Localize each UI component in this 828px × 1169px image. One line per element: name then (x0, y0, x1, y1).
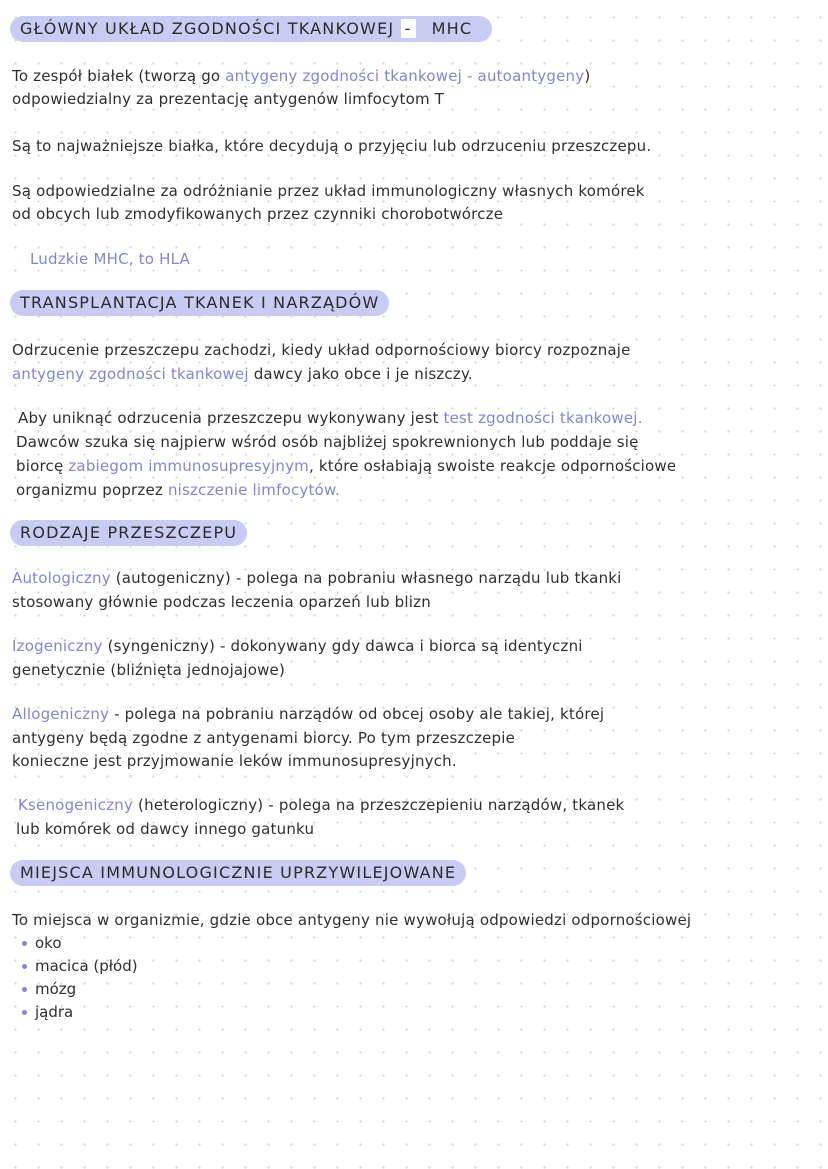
list-item-text: jądra (35, 1003, 74, 1021)
type-allogenic-line2: antygeny będą zgodne z antygenami biorcy. Po tym przeszczepie (12, 729, 516, 747)
text: biorcę (16, 457, 69, 475)
text: (syngeniczny) - dokonywany gdy dawca i biorca są identyczni (102, 637, 583, 655)
transplant-p1-line2 (12, 364, 473, 384)
highlight-text: niszczenie limfocytów. (167, 481, 340, 499)
type-isogenic-line1 (12, 636, 583, 656)
type-xenogenic-line2: lub komórek od dawcy innego gatunku (16, 820, 315, 838)
type-isogenic-line2: genetycznie (bliźnięta jednojajowe) (12, 661, 286, 679)
heading-mhc-pill: MHC (422, 16, 483, 42)
mhc-p3-line2: od obcych lub zmodyfikowanych przez czynniki chorobotwórcze (12, 205, 504, 223)
text: dawcy jako obce i je niszczy. (248, 365, 473, 383)
list-item-text: mózg (35, 980, 77, 998)
term-xenogenic: Ksenogeniczny (18, 796, 134, 814)
list-item (22, 979, 76, 999)
text: ) (584, 67, 591, 85)
transplant-p2-line3 (16, 456, 676, 476)
type-autologous-line1 (12, 568, 622, 588)
text: To zespół białek (tworzą go (12, 67, 226, 85)
text: Aby uniknąć odrzucenia przeszczepu wykonywany jest (18, 409, 444, 427)
term-autologous: Autologiczny (12, 569, 111, 587)
type-autologous-line2: stosowany głównie podczas leczenia oparzeń lub blizn (12, 593, 431, 611)
list-item (22, 956, 138, 976)
list-item-text: oko (35, 934, 62, 952)
text: (heterologiczny) - polega na przeszczepieniu narządów, tkanek (133, 796, 625, 814)
term-isogenic: Izogeniczny (12, 637, 103, 655)
type-allogenic-line1 (12, 704, 604, 724)
highlight-text: test zgodności tkankowej. (443, 409, 643, 427)
mhc-p3-line1: Są odpowiedzialne za odróżnianie przez układ immunologiczny własnych komórek (12, 182, 645, 200)
list-item-text: macica (płód) (35, 957, 138, 975)
transplant-p2-line1 (18, 408, 643, 428)
heading-mhc-text: GŁÓWNY UKŁAD ZGODNOŚCI TKANKOWEJ (20, 19, 395, 38)
highlight-text: antygeny zgodności tkankowej (12, 365, 249, 383)
mhc-p1-line2: odpowiedzialny za prezentację antygenów limfocytom T (12, 90, 445, 108)
bullet-dot-icon (22, 987, 27, 992)
heading-dash: - (401, 19, 416, 38)
heading-mhc (10, 16, 492, 42)
transplant-p2-line2: Dawców szuka się najpierw wśród osób najbliżej spokrewnionych lub poddaje się (16, 433, 639, 451)
bullet-dot-icon (22, 941, 27, 946)
heading-privileged-sites: MIEJSCA IMMUNOLOGICZNIE UPRZYWILEJOWANE (10, 860, 466, 886)
privileged-intro: To miejsca w organizmie, gdzie obce antygeny nie wywołują odpowiedzi odpornościowej (12, 911, 692, 929)
list-item (22, 933, 62, 953)
term-allogenic: Allogeniczny (12, 705, 110, 723)
text: , które osłabiają swoiste reakcje odpornościowe (308, 457, 677, 475)
text: - polega na pobraniu narządów od obcej osoby ale takiej, której (109, 705, 605, 723)
mhc-p4: Ludzkie MHC, to HLA (30, 250, 190, 268)
highlight-text: zabiegom immunosupresyjnym (68, 457, 309, 475)
heading-transplant: TRANSPLANTACJA TKANEK I NARZĄDÓW (10, 290, 389, 316)
mhc-p1-line1 (12, 66, 590, 86)
mhc-p2: Są to najważniejsze białka, które decydują o przyjęciu lub odrzuceniu przeszczepu. (12, 137, 652, 155)
type-xenogenic-line1 (18, 795, 624, 815)
highlight-text: antygeny zgodności tkankowej - autoantygeny (225, 67, 585, 85)
transplant-p1-line1: Odrzucenie przeszczepu zachodzi, kiedy układ odpornościowy biorcy rozpoznaje (12, 341, 631, 359)
transplant-p2-line4 (16, 480, 340, 500)
text: organizmu poprzez (16, 481, 168, 499)
heading-types: RODZAJE PRZESZCZEPU (10, 520, 247, 546)
bullet-dot-icon (22, 1010, 27, 1015)
bullet-dot-icon (22, 964, 27, 969)
list-item (22, 1002, 73, 1022)
type-allogenic-line3: konieczne jest przyjmowanie leków immunosupresyjnych. (12, 752, 457, 770)
text: (autogeniczny) - polega na pobraniu własnego narządu lub tkanki (110, 569, 622, 587)
